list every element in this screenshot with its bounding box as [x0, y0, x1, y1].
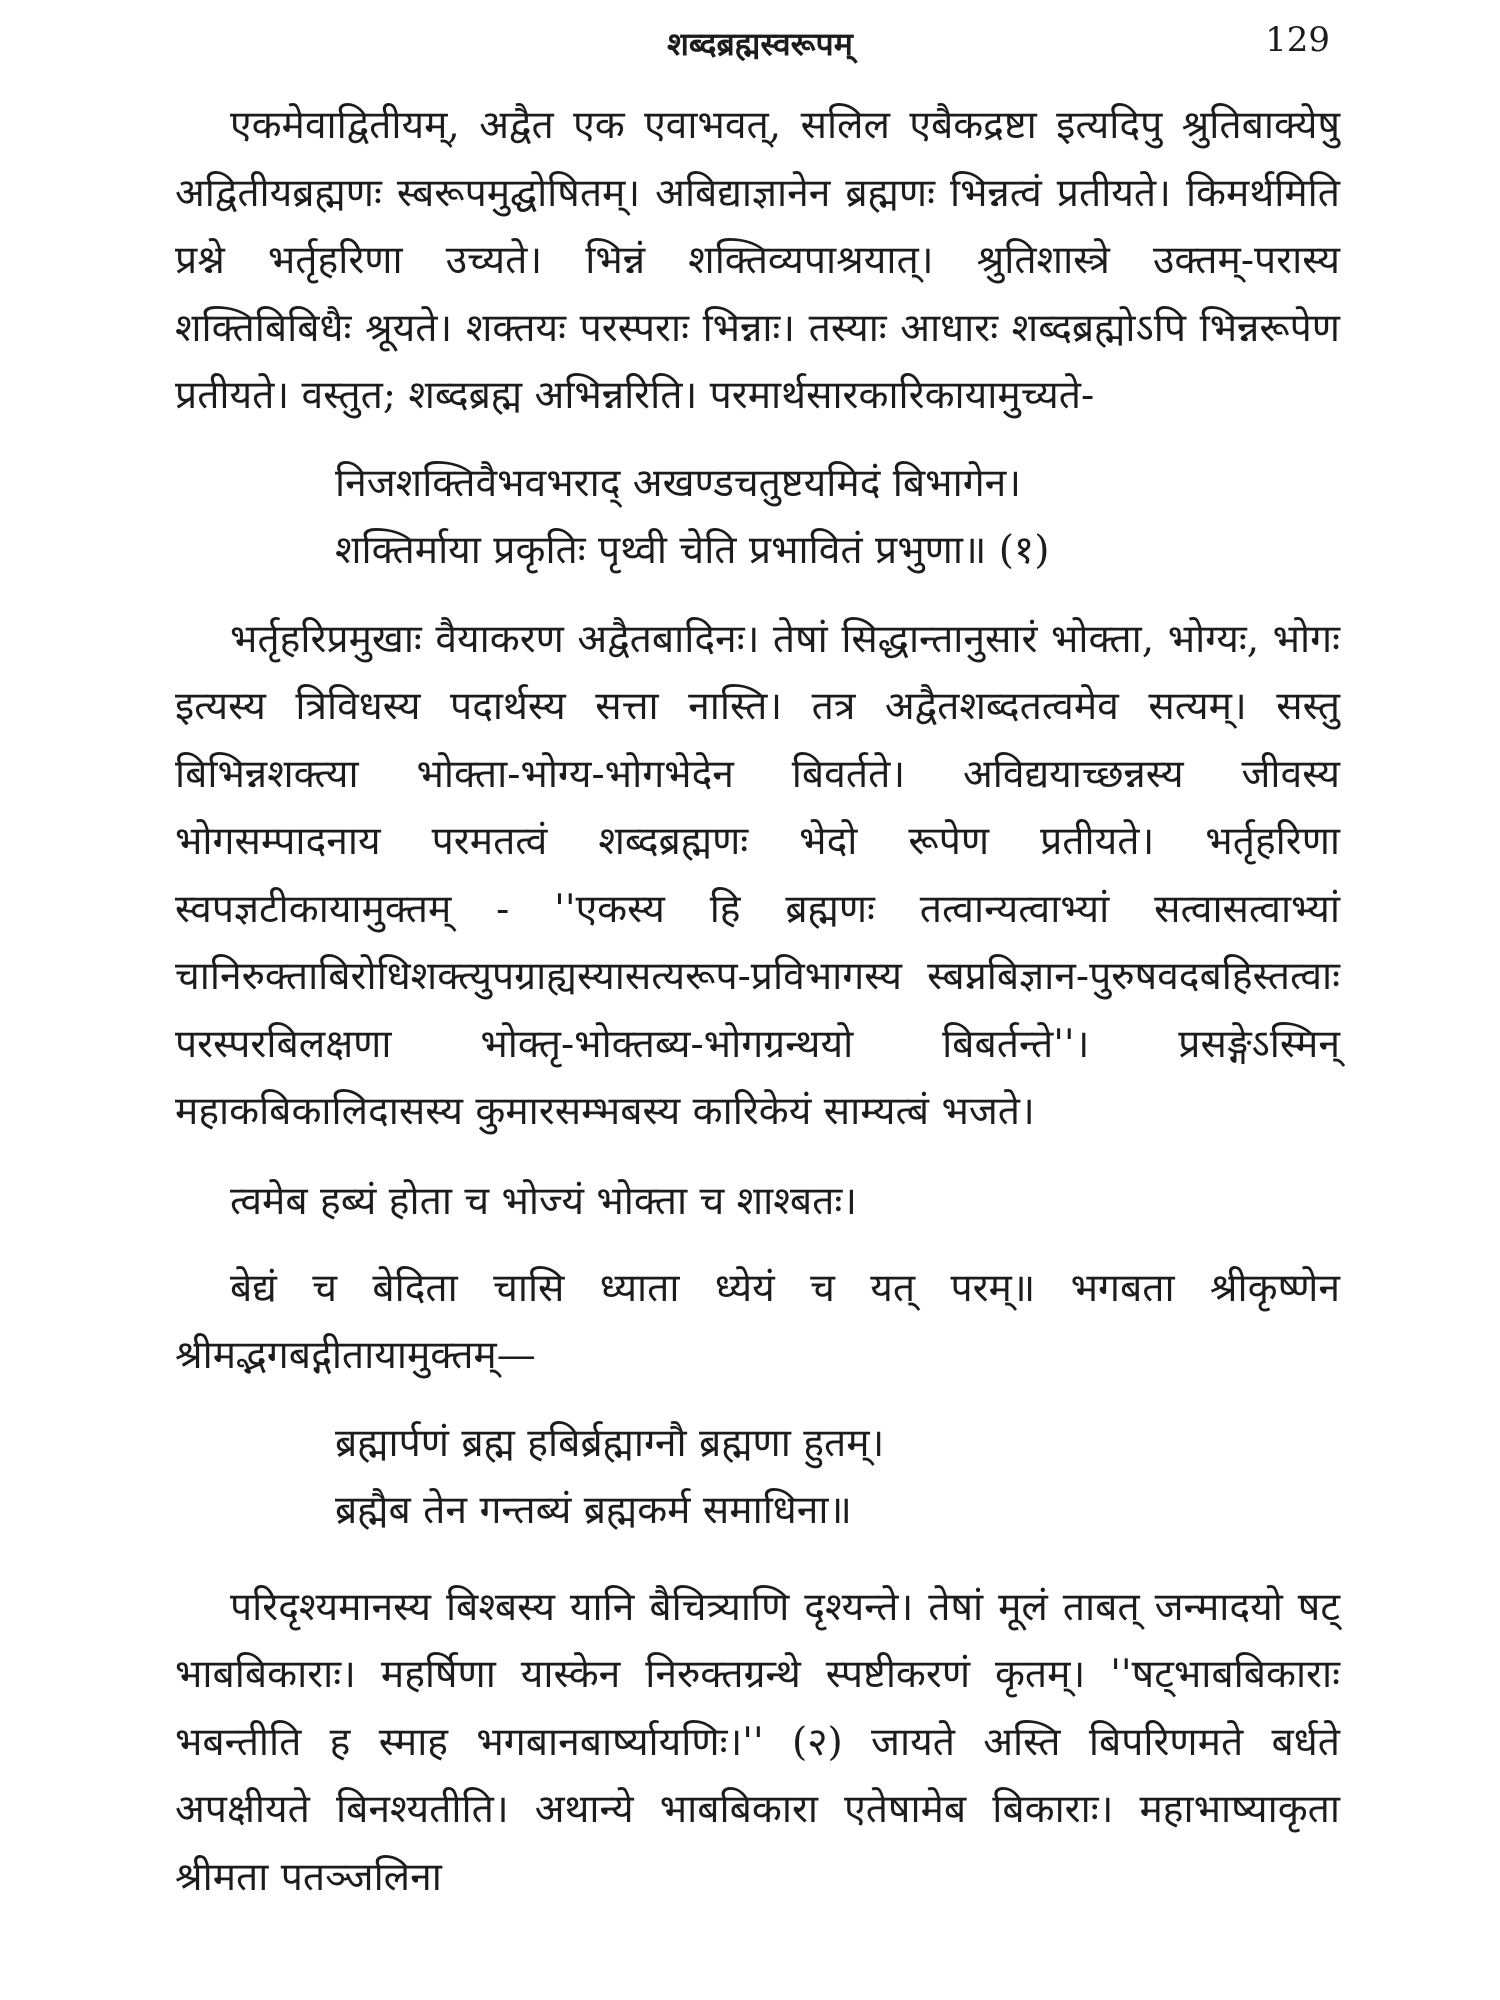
running-title: शब्दब्रह्मस्वरूपम्: [667, 25, 853, 63]
running-header: [180, 14, 1340, 74]
verse-2-line-1: त्वमेब हब्यं होता च भोज्यं भोक्ता च शाश्बतः।: [230, 1178, 858, 1224]
verse-1: [175, 450, 1340, 584]
paragraph-3: बेद्यं च बेदिता चासि ध्याता ध्येयं च यत् परम्॥ भगबता श्रीकृष्णेन श्रीमद्भगबद्गीतायामुक्तम्—: [175, 1265, 1340, 1378]
verse-1-line-1: निजशक्तिवैभवभराद् अखण्डचतुष्टयमिदं बिभागेन।: [335, 460, 1022, 506]
verse-3: [175, 1410, 1340, 1544]
verse-1-line-2: शक्तिर्माया प्रकृतिः पृथ्वी चेति प्रभावितं प्रभुणा॥ (१): [335, 527, 1050, 573]
paragraph-4: परिदृश्यमानस्य बिश्बस्य यानि बैचित्र्याणि दृश्यन्ते। तेषां मूलं ताबत् जन्मादयो षट् भाबबिकाराः। महर्षिणा यास्केन निरुक्तग्रन्थे स्पष्टीकरणं कृतम्। ''षट्भाबबिकाराः भबन्तीति ह स्माह भगबानबार्ष्यायणिः।'' (२) जायते अस्ति बिपरिणमते बर्धते अपक्षीयते बिनश्यतीति। अथान्ये भाबबिकारा एतेषामेब बिकाराः। महाभाष्याकृता श्रीमता पतञ्जलिना: [175, 1584, 1340, 1900]
page-number: 129: [1265, 20, 1330, 60]
verse-3-line-1: ब्रह्मार्पणं ब्रह्म हबिर्ब्रह्माग्नौ ब्रह्मणा हुतम्।: [335, 1420, 885, 1466]
paragraph-2: भर्तृहरिप्रमुखाः वैयाकरण अद्वैतबादिनः। तेषां सिद्धान्तानुसारं भोक्ता, भोग्यः, भोगः इत्यस्य त्रिविधस्य पदार्थस्य सत्ता नास्ति। तत्र अद्वैतशब्दतत्वमेव सत्यम्। सस्तु बिभिन्नशक्त्या भोक्ता-भोग्य-भोगभेदेन बिवर्तते। अविद्ययाच्छन्नस्य जीवस्य भोगसम्पादनाय परमतत्वं शब्दब्रह्मणः भेदो रूपेण प्रतीयते। भर्तृहरिणा स्वपज्ञटीकायामुक्तम् - ''एकस्य हि ब्रह्मणः तत्वान्यत्वाभ्यां सत्वासत्वाभ्यां चानिरुक्ताबिरोधिशक्त्युपग्राह्यस्यासत्यरूप-प्रविभागस्य स्बप्नबिज्ञान-पुरुषवदबहिस्तत्वाः परस्परबिलक्षणा भोक्तृ-भोक्तब्य-भोगग्रन्थयो बिबर्तन्ते''। प्रसङ्गेऽस्मिन् महाकबिकालिदासस्य कुमारसम्भबस्य कारिकेयं साम्यत्बं भजते।: [175, 616, 1340, 1134]
paragraph-1: एकमेवाद्वितीयम्, अद्वैत एक एवाभवत्, सलिल एबैकद्रष्टा इत्यदिपु श्रुतिबाक्येषु अद्वितीयब्रह्मणः स्बरूपमुद्घोषितम्। अबिद्याज्ञानेन ब्रह्मणः भिन्नत्वं प्रतीयते। किमर्थमिति प्रश्ने भर्तृहरिणा उच्यते। भिन्नं शक्तिव्यपाश्रयात्। श्रुतिशास्त्रे उक्तम्-परास्य शक्तिबिबिधैः श्रूयते। शक्तयः परस्पराः भिन्नाः। तस्याः आधारः शब्दब्रह्मोऽपि भिन्नरूपेण प्रतीयते। वस्तुत; शब्दब्रह्म अभिन्नरिति। परमार्थसारकारिकायामुच्यते-: [175, 103, 1340, 418]
verse-3-line-2: ब्रह्मैब तेन गन्तब्यं ब्रह्मकर्म समाधिना॥: [335, 1487, 852, 1533]
page-body: [175, 92, 1340, 1911]
